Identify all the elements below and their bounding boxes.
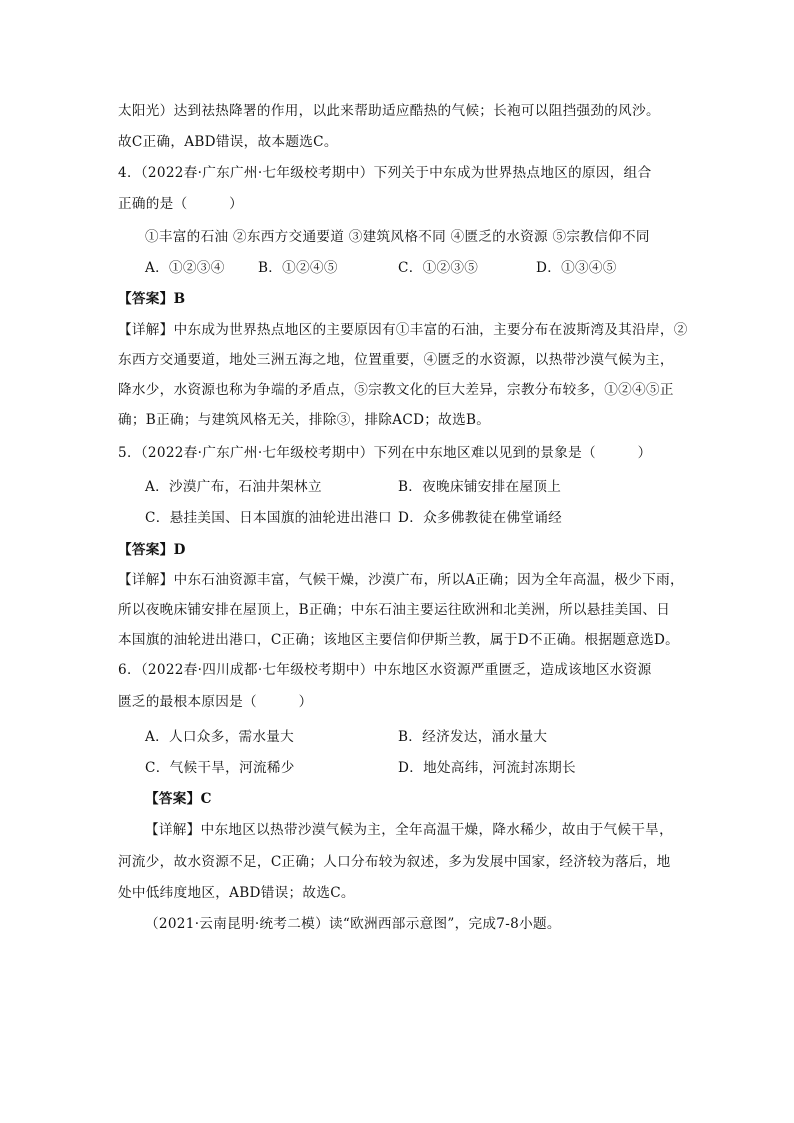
option-b: B．夜晚床铺安排在屋顶上 [398,479,562,495]
explanation-line: 所以夜晚床铺安排在屋顶上，B正确；中东石油主要运往欧洲和北美洲，所以悬挂美国、日 [118,602,671,618]
explanation-line: 降水少，水资源也称为争端的矛盾点，⑤宗教文化的巨大差异，宗教分布较多，①②④⑤正 [118,382,674,398]
explanation-line: 【详解】中东成为世界热点地区的主要原因有①丰富的石油，主要分布在波斯湾及其沿岸，② [118,322,688,338]
explanation-line: 【详解】中东地区以热带沙漠气候为主，全年高温干燥，降水稀少，故由于气候干旱， [145,822,673,838]
question-4-stem: 4．（2022春·广东广州·七年级校考期中）下列关于中东成为世界热点地区的原因，组合 [118,165,652,181]
question-7-8-intro: （2021·云南昆明·统考二模）读“欧洲西部示意图”，完成7-8小题。 [145,916,561,932]
question-6-stem: 匮乏的最根本原因是（ ） [118,694,313,710]
option-a: A．人口众多，需水量大 [145,729,295,745]
text-line: 故C正确，ABD错误，故本题选C。 [118,134,338,150]
explanation-line: 河流少，故水资源不足，C正确；人口分布较为叙述，多为发展中国家，经济较为落后，地 [118,854,671,870]
explanation-line: 东西方交通要道，地处三洲五海之地，位置重要，④匮乏的水资源，以热带沙漠气候为主， [118,352,674,368]
option-c: C．①②③⑤ [398,260,479,276]
question-4-stem: 正确的是（ ） [118,196,244,212]
answer-label: 【答案】D [118,542,186,558]
option-c: C．悬挂美国、日本国旗的油轮进出港口 [145,510,392,526]
text-line: 太阳光）达到祛热降署的作用，以此来帮助适应酷热的气候；长袍可以阻挡强劲的风沙。 [118,103,660,119]
explanation-line: 本国旗的油轮进出港口，C正确；该地区主要信仰伊斯兰教，属于D不正确。根据题意选D。 [118,632,680,648]
option-a: A．①②③④ [145,260,225,276]
question-4-items: ①丰富的石油 ②东西方交通要道 ③建筑风格不同 ④匮乏的水资源 ⑤宗教信仰不同 [145,229,650,245]
option-b: B．①②④⑤ [258,260,338,276]
option-a: A．沙漠广布，石油井架林立 [145,479,322,495]
option-d: D．①③④⑤ [536,260,617,276]
option-d: D．众多佛教徒在佛堂诵经 [398,510,563,526]
option-c: C．气候干旱，河流稀少 [145,760,295,776]
option-b: B．经济发达，涌水量大 [398,729,548,745]
explanation-line: 【详解】中东石油资源丰富，气候干燥，沙漠广布，所以A正确；因为全年高温，极少下雨， [118,572,684,588]
answer-label: 【答案】B [118,291,186,307]
explanation-line: 处中低纬度地区，ABD错误；故选C。 [118,885,355,901]
question-6-stem: 6．（2022春·四川成都·七年级校考期中）中东地区水资源严重匮乏，造成该地区水资源 [118,662,652,678]
explanation-line: 确；B正确；与建筑风格无关，排除③，排除ACD；故选B。 [118,412,491,428]
answer-label: 【答案】C [145,791,212,807]
option-d: D．地处高纬，河流封冻期长 [398,760,576,776]
question-5-stem: 5．（2022春·广东广州·七年级校考期中）下列在中东地区难以见到的景象是（ ） [118,445,652,461]
